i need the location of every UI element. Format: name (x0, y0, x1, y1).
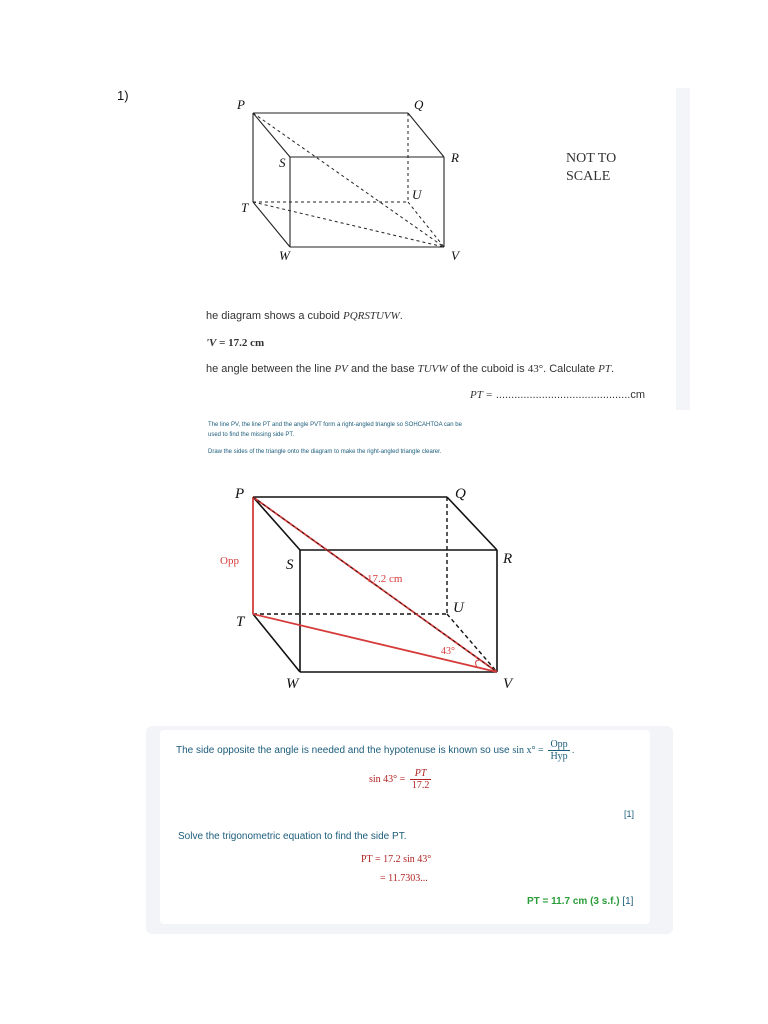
step1-den: Hyp (550, 751, 568, 762)
equation-2-line1: PT = 17.2 sin 43° (361, 854, 432, 865)
label-hypotenuse: 17.2 cm (367, 573, 403, 585)
triangle-base-tv (253, 614, 497, 672)
eq1-num: PT (410, 768, 432, 780)
question-line-2 (206, 337, 264, 349)
q3-b: and the base (347, 363, 418, 375)
question-line-1-end: . (399, 310, 403, 322)
equation-1 (369, 768, 433, 791)
hint-line-1: The line PV, the line PT and the angle PVT form a right-angled triangle so SOHCAHTOA can be (208, 422, 462, 428)
hint-line-2: used to find the missing side PT. (208, 432, 295, 438)
sidebar-strip (676, 88, 690, 410)
q3-e: . (610, 363, 615, 375)
final-answer (527, 896, 633, 907)
q3-pt: PT (598, 363, 611, 375)
q3-c: of the cuboid is (447, 363, 528, 375)
edge2-uv-hidden (447, 614, 497, 672)
mark-1: [1] (624, 809, 635, 819)
pv-value: = 17.2 cm (216, 337, 265, 349)
label2-u: U (453, 600, 464, 616)
eq1-fraction (410, 768, 432, 791)
answer-unit: cm (630, 389, 646, 401)
answer-line (470, 389, 645, 401)
equation-2-line2: = 11.7303... (380, 873, 428, 884)
diagonal-pv (253, 113, 444, 247)
step1-text: The side opposite the angle is needed and the hypotenuse is known so use (176, 745, 513, 757)
step1-num: Opp (550, 739, 568, 750)
answer-dots: ............................................ (492, 389, 631, 401)
label-q: Q (414, 97, 424, 112)
label-angle: 43° (441, 646, 455, 657)
question-line-3 (206, 363, 614, 375)
not-to-scale-line1: NOT TO (566, 151, 617, 166)
label2-p: P (235, 486, 245, 502)
q3-pv: PV (334, 363, 348, 375)
label2-q: Q (455, 486, 466, 502)
label2-s: S (286, 557, 294, 573)
hint-line-3: Draw the sides of the triangle onto the diagram to make the right-angled triangle clearer. (208, 449, 442, 455)
q3-angle: 43° (527, 363, 544, 375)
edge-qr (408, 113, 444, 157)
label-v: V (451, 248, 459, 263)
question-line-1 (206, 310, 403, 322)
edge-tw (253, 202, 290, 247)
angle-arc (476, 660, 480, 667)
label-u: U (412, 187, 422, 202)
solution-step1: The side opposite the angle is needed and the hypotenuse is known so use sin x° = $\frac{\text{Opp}}{\text{Hyp}}$ . (176, 739, 575, 762)
solution-step2: Solve the trigonometric equation to find the side PT. (178, 831, 407, 842)
final-answer-text: PT = 11.7 cm (3 s.f.) (527, 896, 620, 907)
label-w: W (279, 248, 290, 263)
edge2-ps (253, 497, 300, 550)
pv-var: 'V (206, 337, 217, 349)
cuboid-name: PQRSTUVW (342, 310, 400, 322)
not-to-scale (566, 150, 616, 186)
label-s: S (279, 155, 286, 170)
label-t: T (241, 200, 249, 215)
not-to-scale-line2: SCALE (566, 169, 611, 184)
step1-sin: sin x° = (512, 745, 544, 757)
eq1-den: 17.2 (411, 780, 430, 791)
label-opp: Opp (220, 555, 239, 567)
label-p: P (237, 97, 245, 112)
label2-r: R (503, 551, 513, 567)
cuboid-diagram-question (230, 95, 470, 265)
diagonal-tv (253, 202, 444, 247)
eq1-lhs: sin 43° = (369, 773, 406, 785)
question-line-1-text: he diagram shows a cuboid (206, 310, 343, 322)
answer-var: PT = (470, 389, 493, 401)
mark-2: [1] (622, 896, 634, 907)
label-r: R (451, 150, 459, 165)
q3-base: TUVW (417, 363, 448, 375)
label2-w: W (286, 676, 299, 692)
q3-a: he angle between the line (206, 363, 335, 375)
cuboid-diagram-annotated (215, 480, 525, 690)
q3-d: . Calculate (543, 363, 599, 375)
step1-fraction (548, 739, 569, 762)
label2-v: V (503, 676, 513, 692)
edge2-qr (447, 497, 497, 550)
label2-t: T (236, 614, 245, 630)
question-number: 1) (117, 88, 129, 103)
